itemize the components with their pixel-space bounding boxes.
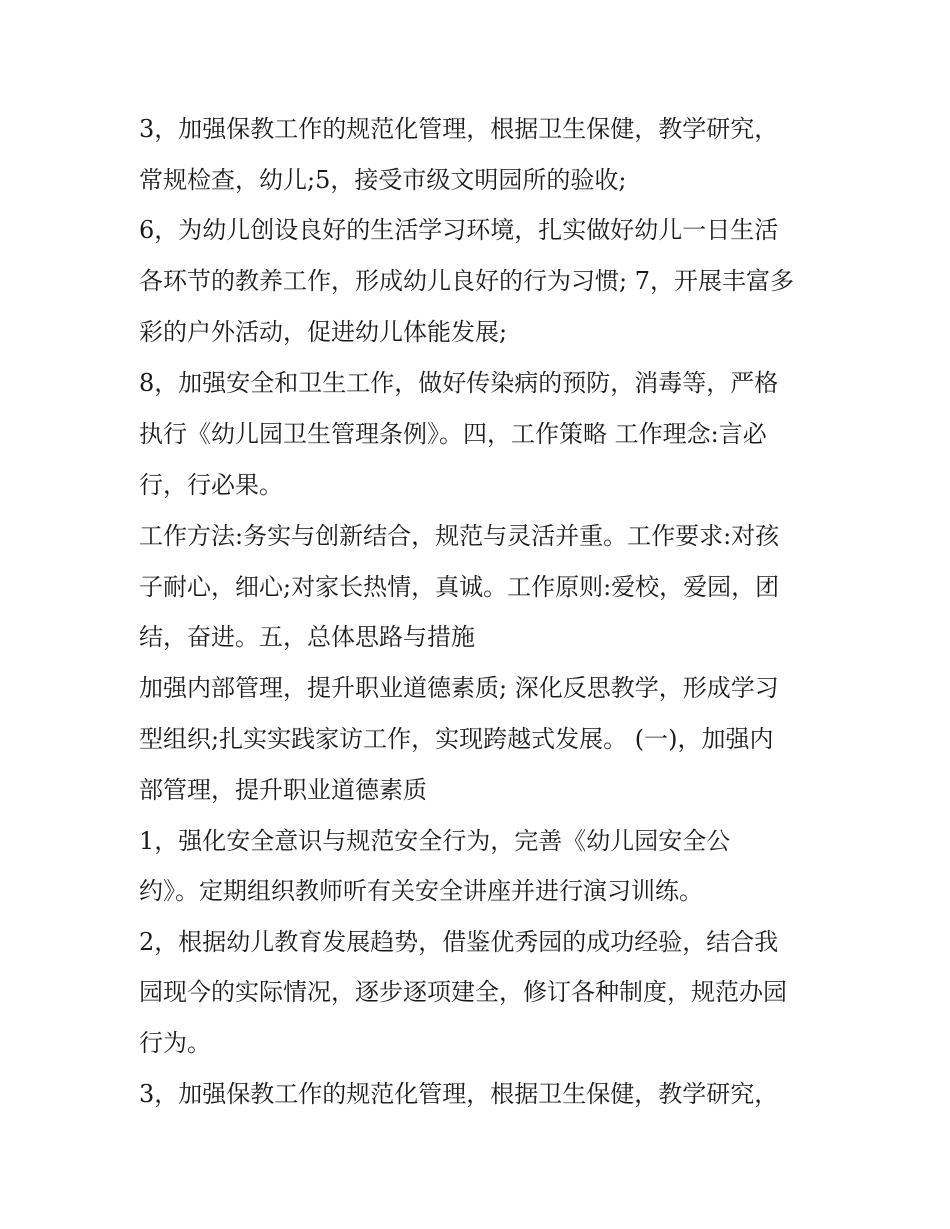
text-line-4: 各环节的教养工作，形成幼儿良好的行为习惯; 7，开展丰富多 — [139, 267, 794, 295]
text-line-1: 3，加强保教工作的规范化管理，根据卫生保健，教学研究， — [139, 115, 779, 143]
text-line-6: 8，加强安全和卫生工作，做好传染病的预防，消毒等，严格 — [139, 369, 779, 397]
text-line-19: 行为。 — [139, 1029, 211, 1057]
text-line-13: 型组织;扎实实践家访工作，实现跨越式发展。 (一)，加强内 — [139, 725, 774, 753]
text-line-20: 3，加强保教工作的规范化管理，根据卫生保健，教学研究， — [139, 1080, 779, 1108]
text-line-5: 彩的户外活动，促进幼儿体能发展; — [139, 318, 508, 346]
text-line-15: 1，强化安全意识与规范安全行为，完善《幼儿园安全公 — [139, 827, 731, 855]
text-line-3: 6，为幼儿创设良好的生活学习环境，扎实做好幼儿一日生活 — [139, 216, 779, 244]
text-line-17: 2，根据幼儿教育发展趋势，借鉴优秀园的成功经验，结合我 — [139, 928, 779, 956]
text-line-2: 常规检查，幼儿;5，接受市级文明园所的验收; — [139, 166, 627, 194]
text-line-11: 结，奋进。五，总体思路与措施 — [139, 623, 475, 651]
text-line-12: 加强内部管理，提升职业道德素质; 深化反思教学，形成学习 — [139, 674, 779, 702]
text-line-7: 执行《幼儿园卫生管理条例》。四，工作策略 工作理念:言必 — [139, 420, 767, 448]
text-line-8: 行，行必果。 — [139, 471, 283, 499]
text-line-14: 部管理，提升职业道德素质 — [139, 776, 427, 804]
text-line-18: 园现今的实际情况，逐步逐项建全，修订各种制度，规范办园 — [139, 978, 787, 1006]
text-line-9: 工作方法:务实与创新结合，规范与灵活并重。工作要求:对孩 — [139, 522, 780, 550]
text-line-10: 子耐心，细心;对家长热情，真诚。工作原则:爱校，爱园，团 — [139, 573, 780, 601]
text-line-16: 约》。定期组织教师听有关安全讲座并进行演习训练。 — [139, 877, 703, 905]
